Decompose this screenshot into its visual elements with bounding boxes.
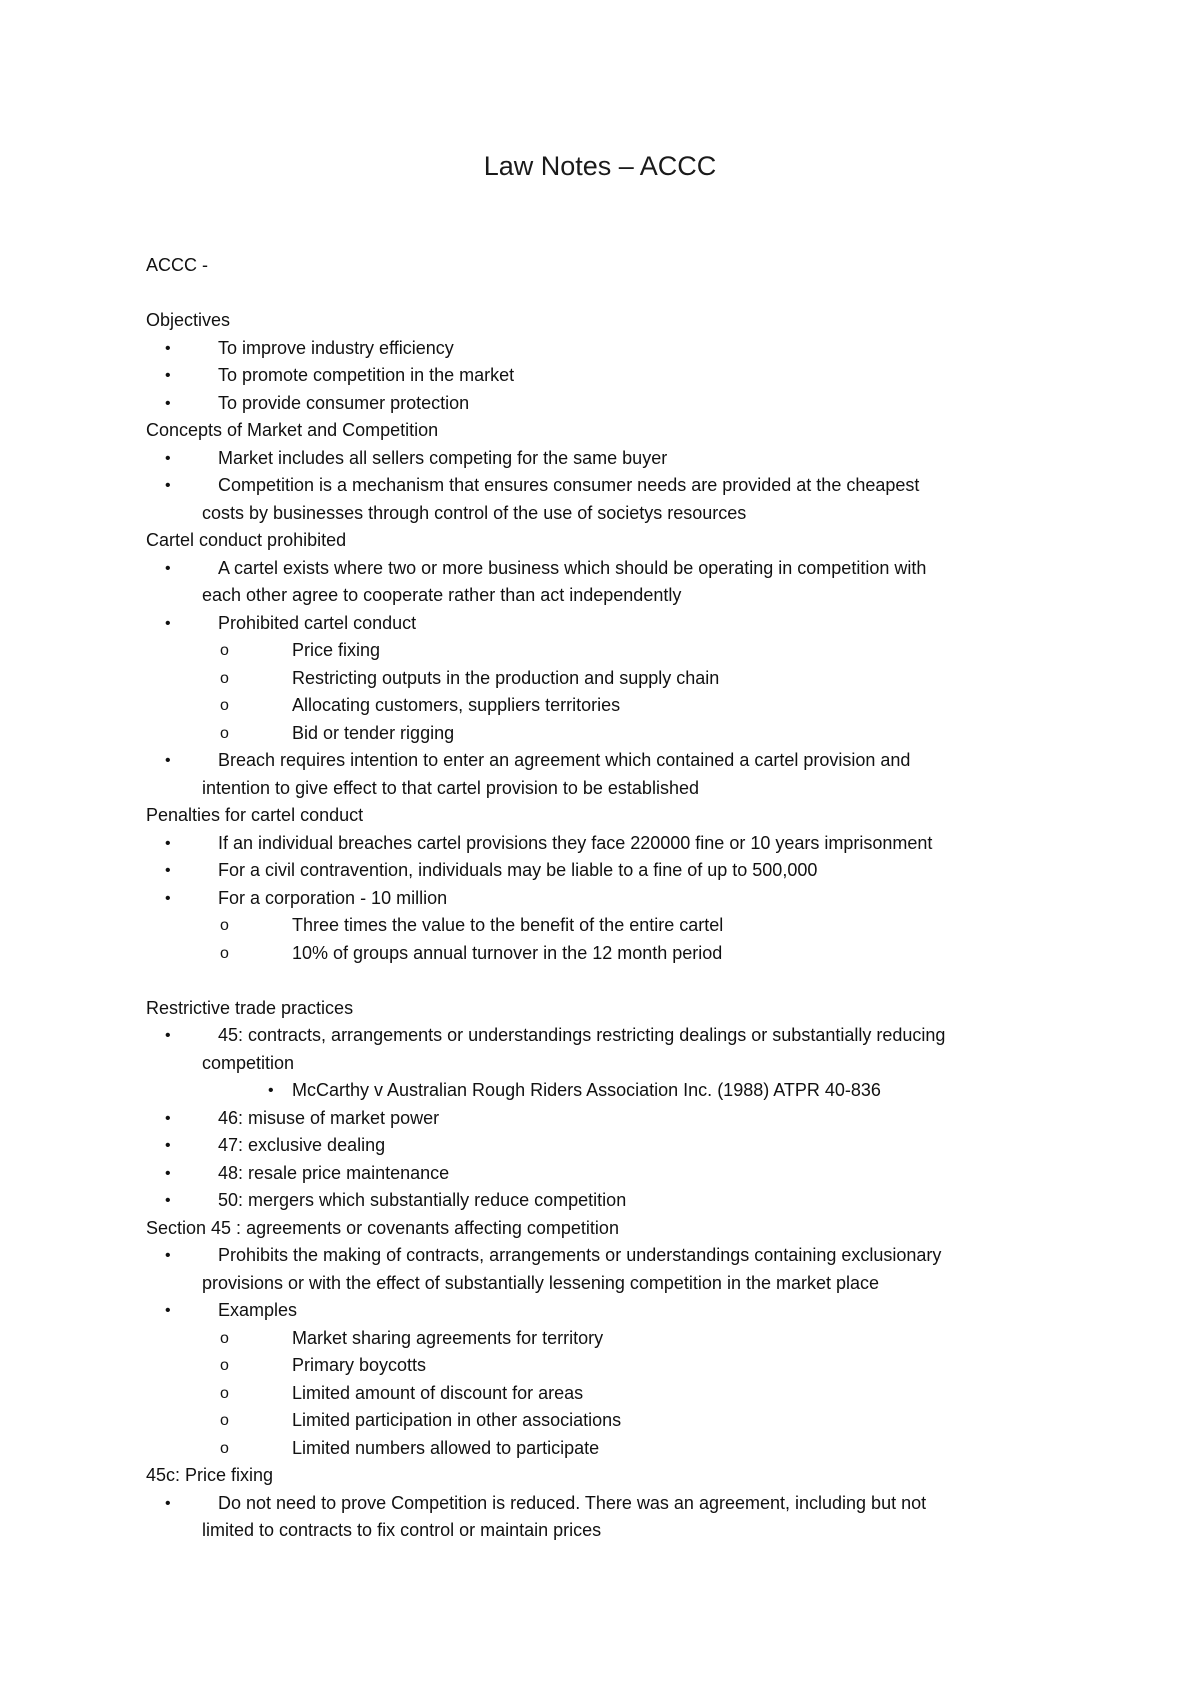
bullet-icon: •: [165, 1192, 171, 1209]
line-text: Prohibits the making of contracts, arrangements or understandings containing exclusionary: [218, 1245, 942, 1265]
bullet-icon: •: [165, 1109, 171, 1127]
line-text: 45c: Price fixing: [146, 1465, 274, 1485]
line-text: Three times the value to the benefit of the entire cartel: [292, 915, 724, 935]
bullet-item: [146, 390, 1046, 418]
bullet-continuation: [146, 775, 1046, 803]
line-text: To promote competition in the market: [218, 365, 515, 385]
section-heading: [146, 527, 1046, 555]
line-text: If an individual breaches cartel provisions they face 220000 fine or 10 years imprisonment: [218, 832, 933, 853]
section-heading: [146, 1462, 1046, 1490]
bullet-item: [146, 555, 1046, 583]
line-text: Examples: [218, 1300, 298, 1320]
line-text: 46: misuse of market power: [218, 1107, 440, 1128]
hollow-bullet-icon: o: [220, 917, 229, 934]
bullet-item: [146, 885, 1046, 913]
bullet-item: [146, 1160, 1046, 1188]
bullet-continuation: [146, 1270, 1046, 1298]
section-heading: [146, 1215, 1046, 1243]
bullet-icon: •: [165, 1302, 171, 1319]
bullet-item: [146, 1490, 1046, 1518]
hollow-bullet-icon: o: [220, 642, 229, 659]
line-text: intention to give effect to that cartel provision to be established: [202, 777, 699, 798]
section-heading: [146, 307, 1046, 335]
bullet-item: [146, 1297, 1046, 1325]
bullet-item: [146, 610, 1046, 638]
hollow-bullet-icon: o: [220, 1329, 229, 1347]
line-text: Limited numbers allowed to participate: [292, 1437, 600, 1458]
section-heading: [146, 995, 1046, 1023]
sub-bullet-item: [146, 912, 1046, 940]
line-text: Restricting outputs in the production and supply chain: [292, 667, 720, 688]
line-text: provisions or with the effect of substantially lessening competition in the market place: [202, 1272, 880, 1293]
sub-bullet-item: [146, 665, 1046, 693]
bullet-icon: •: [165, 889, 171, 907]
hollow-bullet-icon: o: [220, 944, 229, 962]
bullet-continuation: [146, 500, 1046, 528]
line-text: Concepts of Market and Competition: [146, 420, 439, 440]
line-text: Primary boycotts: [292, 1355, 427, 1375]
line-text: For a corporation - 10 million: [218, 887, 448, 908]
line-text: Price fixing: [292, 640, 381, 660]
hollow-bullet-icon: o: [220, 1439, 229, 1457]
line-text: 50: mergers which substantially reduce competition: [218, 1190, 627, 1210]
sub-bullet-item: [146, 940, 1046, 968]
line-text: Restrictive trade practices: [146, 997, 354, 1018]
bullet-icon: •: [165, 862, 171, 879]
sub-bullet-item: [146, 720, 1046, 748]
bullet-continuation: [146, 582, 1046, 610]
bullet-item: [146, 362, 1046, 390]
line-text: Penalties for cartel conduct: [146, 805, 364, 825]
bullet-item: [146, 1242, 1046, 1270]
hollow-bullet-icon: o: [220, 1384, 229, 1402]
bullet-icon: •: [165, 477, 171, 494]
bullet-item: [146, 335, 1046, 363]
line-text: McCarthy v Australian Rough Riders Association Inc. (1988) ATPR 40-836: [292, 1080, 881, 1100]
line-text: Prohibited cartel conduct: [218, 612, 417, 633]
bullet-item: [146, 830, 1046, 858]
bullet-item: [146, 1187, 1046, 1215]
line-text: Breach requires intention to enter an agreement which contained a cartel provision and: [218, 750, 911, 770]
bullet-icon: •: [165, 614, 171, 632]
sub-bullet-item: [146, 1435, 1046, 1463]
sub-bullet-item: [146, 692, 1046, 720]
bullet-continuation: [146, 1517, 1046, 1545]
sub-bullet-item: [146, 1325, 1046, 1353]
line-text: ACCC -: [146, 255, 208, 275]
bullet-icon: •: [165, 394, 171, 412]
bullet-icon: •: [165, 339, 171, 357]
line-text: A cartel exists where two or more business which should be operating in competition with: [218, 557, 927, 578]
hollow-bullet-icon: o: [220, 697, 229, 714]
bullet-item: [146, 1132, 1046, 1160]
blank-line: [146, 280, 1046, 308]
line-text: Bid or tender rigging: [292, 722, 455, 743]
bullet-icon: •: [165, 559, 171, 577]
line-text: Do not need to prove Competition is reduced. There was an agreement, including but not: [218, 1492, 927, 1513]
sub-bullet-item: [146, 1407, 1046, 1435]
line-text: competition: [202, 1052, 295, 1073]
hollow-bullet-icon: o: [220, 1412, 229, 1429]
bullet-continuation: [146, 1050, 1046, 1078]
line-text: 45: contracts, arrangements or understandings restricting dealings or substantially reducing: [218, 1025, 946, 1045]
section-heading: [146, 252, 1046, 280]
hollow-bullet-icon: o: [220, 1357, 229, 1374]
line-text: Section 45 : agreements or covenants affecting competition: [146, 1217, 619, 1238]
document-body: [146, 252, 1046, 1545]
line-text: Limited amount of discount for areas: [292, 1382, 584, 1403]
line-text: Market includes all sellers competing for the same buyer: [218, 447, 668, 468]
line-text: Cartel conduct prohibited: [146, 530, 347, 550]
line-text: limited to contracts to fix control or maintain prices: [202, 1520, 602, 1540]
bullet-icon: •: [165, 1494, 171, 1512]
sub-bullet-item: [146, 637, 1046, 665]
line-text: 10% of groups annual turnover in the 12 month period: [292, 942, 723, 963]
line-text: Market sharing agreements for territory: [292, 1327, 604, 1348]
line-text: 47: exclusive dealing: [218, 1135, 386, 1155]
bullet-item: [146, 472, 1046, 500]
bullet-icon: •: [165, 1027, 171, 1044]
sub-bullet-item: [146, 1352, 1046, 1380]
bullet-item: [146, 857, 1046, 885]
bullet-item: [146, 1105, 1046, 1133]
line-text: To provide consumer protection: [218, 392, 470, 413]
line-text: Objectives: [146, 310, 231, 330]
bullet-icon: •: [165, 834, 171, 852]
line-text: 48: resale price maintenance: [218, 1162, 450, 1183]
hollow-bullet-icon: o: [220, 669, 229, 687]
nested-bullet-item: [146, 1077, 1046, 1105]
section-heading: [146, 802, 1046, 830]
bullet-icon: •: [165, 752, 171, 769]
bullet-icon: •: [165, 449, 171, 467]
line-text: Allocating customers, suppliers territories: [292, 695, 621, 715]
bullet-icon: •: [165, 1164, 171, 1182]
bullet-icon: •: [165, 1137, 171, 1154]
blank-line: [146, 967, 1046, 995]
bullet-icon: •: [165, 367, 171, 384]
line-text: costs by businesses through control of the use of societys resources: [202, 502, 747, 523]
bullet-icon: •: [165, 1247, 171, 1264]
bullet-item: [146, 1022, 1046, 1050]
sub-bullet-item: [146, 1380, 1046, 1408]
line-text: each other agree to cooperate rather than act independently: [202, 585, 682, 605]
line-text: Limited participation in other associations: [292, 1410, 622, 1430]
bullet-item: [146, 445, 1046, 473]
bullet-item: [146, 747, 1046, 775]
section-heading: [146, 417, 1046, 445]
line-text: Competition is a mechanism that ensures consumer needs are provided at the cheapest: [218, 475, 920, 495]
document-title: Law Notes – ACCC: [483, 151, 717, 181]
hollow-bullet-icon: o: [220, 724, 229, 742]
line-text: For a civil contravention, individuals may be liable to a fine of up to 500,000: [218, 860, 818, 880]
line-text: To improve industry efficiency: [218, 337, 454, 358]
bullet-icon: •: [268, 1082, 274, 1099]
